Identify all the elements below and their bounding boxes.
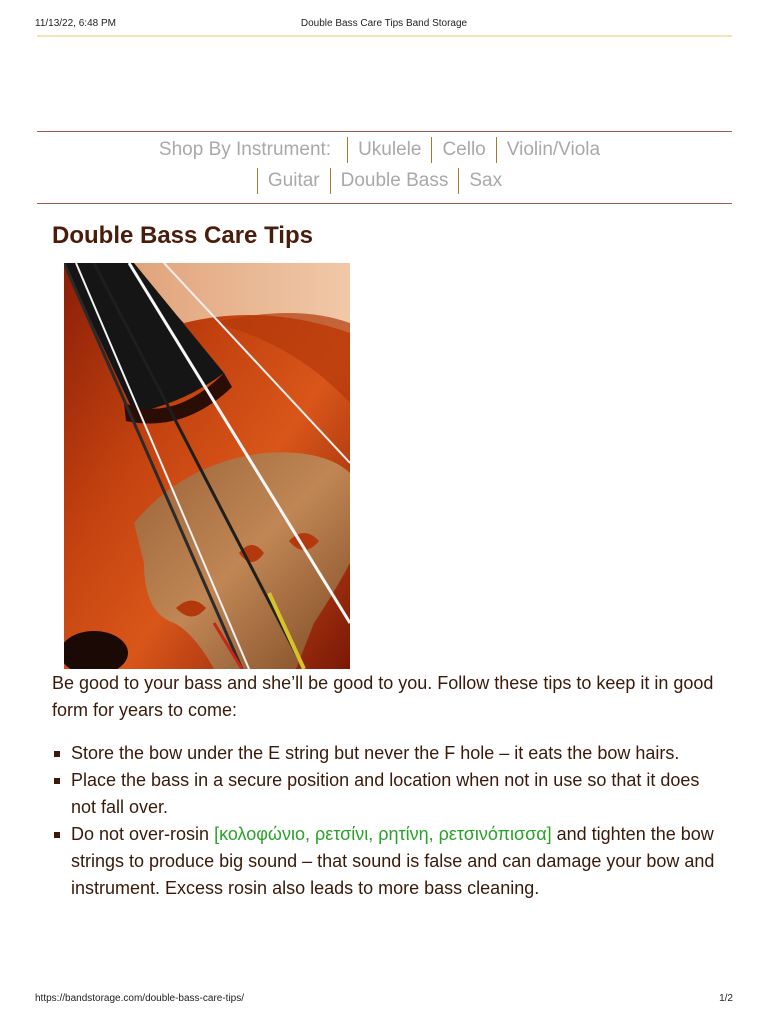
bullet-icon — [54, 751, 60, 757]
nav-top-divider — [37, 131, 732, 132]
nav-link-guitar[interactable]: Guitar — [257, 168, 330, 194]
bullet-icon — [54, 832, 60, 838]
tip-text-before: Do not over-rosin — [71, 824, 215, 844]
care-tips-list — [52, 740, 722, 902]
intro-paragraph: Be good to your bass and she’ll be good to you. Follow these tips to keep it in good form for years to come: — [52, 673, 714, 720]
double-bass-bridge-photo — [64, 263, 350, 669]
nav-link-double-bass[interactable]: Double Bass — [330, 168, 459, 194]
rosin-translation-link[interactable]: [κολοφώνιο, ρετσίνι, ρητίνη, ρετσινόπισσα] — [214, 824, 552, 844]
nav-bottom-divider — [37, 203, 732, 204]
header-divider — [37, 35, 732, 37]
print-datetime: 11/13/22, 6:48 PM — [35, 18, 116, 29]
nav-link-sax[interactable]: Sax — [458, 168, 512, 194]
nav-link-ukulele[interactable]: Ukulele — [347, 137, 431, 163]
print-header — [0, 0, 768, 36]
page-title: Double Bass Care Tips — [52, 222, 313, 249]
list-item — [52, 821, 722, 902]
nav-link-cello[interactable]: Cello — [431, 137, 495, 163]
shop-by-instrument-label: Shop By Instrument: — [158, 138, 332, 160]
print-document-title: Double Bass Care Tips Band Storage — [300, 18, 468, 29]
bullet-icon — [54, 778, 60, 784]
instrument-nav-row-1 — [37, 134, 732, 165]
tip-text: Place the bass in a secure position and location when not in use so that it does not fall over. — [71, 770, 700, 817]
instrument-nav-row-2 — [37, 165, 732, 196]
instrument-nav — [37, 134, 732, 196]
print-url: https://bandstorage.com/double-bass-care-tips/ — [35, 993, 244, 1004]
tip-text: Store the bow under the E string but never the F hole – it eats the bow hairs. — [71, 743, 680, 763]
nav-link-violin-viola[interactable]: Violin/Viola — [496, 137, 610, 163]
list-item — [52, 740, 722, 767]
print-page-number: 1/2 — [719, 993, 733, 1004]
tip-text-after: and tighten the bow strings to produce big sound – that sound is false and can damage your bow and instrument. Excess rosin also leads to more bass cleaning. — [71, 824, 715, 898]
list-item — [52, 767, 722, 821]
